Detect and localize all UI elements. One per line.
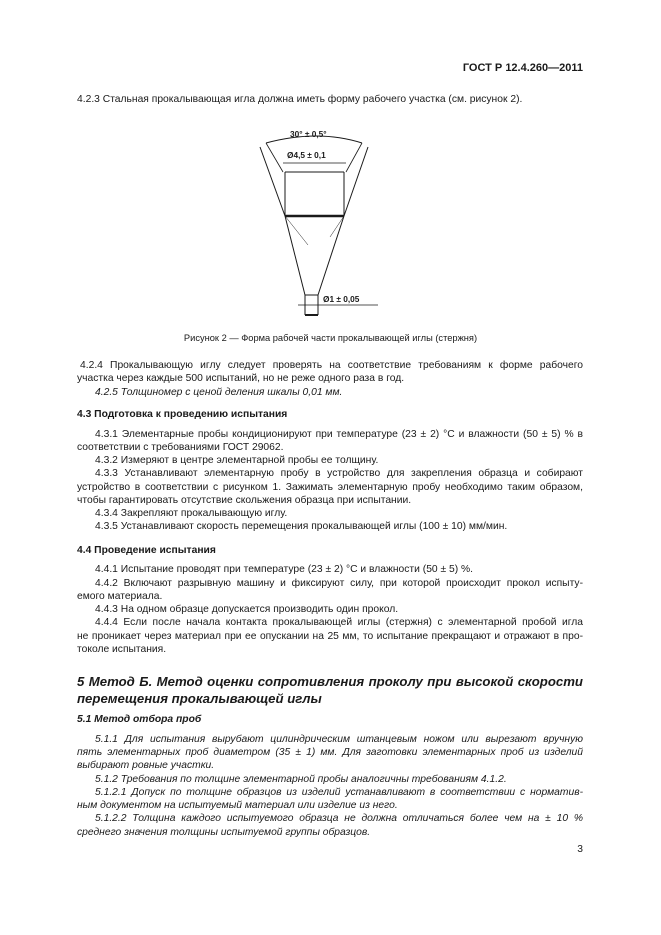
heading-5-line1: 5 Метод Б. Метод оценки сопротивления проколу при высокой скорости bbox=[77, 674, 583, 689]
paragraph-4-3-3-line2: устройство в соответствии с рисунком 1. Зажимать элементарную пробу необходимо таким образом, bbox=[77, 482, 583, 493]
paragraph-4-4-2-line1: 4.4.2 Включают разрывную машину и фиксируют силу, при которой происходит прокол испыту- bbox=[95, 578, 583, 589]
paragraph-4-2-5: 4.2.5 Толщиномер с ценой деления шкалы 0,01 мм. bbox=[95, 387, 343, 398]
paragraph-4-3-3-line3: чтобы гарантировать отсутствие скольжения образца при испытании. bbox=[77, 495, 412, 506]
paragraph-4-3-4: 4.3.4 Закрепляют прокалывающую иглу. bbox=[95, 508, 288, 519]
figure-caption: Рисунок 2 — Форма рабочей части прокалывающей иглы (стержня) bbox=[183, 333, 478, 343]
paragraph-5-1-2: 5.1.2 Требования по толщине элементарной пробы аналогичны требованиям 4.1.2. bbox=[95, 774, 507, 785]
paragraph-4-3-5: 4.3.5 Устанавливают скорость перемещения прокалывающей иглы (100 ± 10) мм/мин. bbox=[95, 521, 508, 532]
paragraph-5-1-1-line1: 5.1.1 Для испытания вырубают цилиндрическим штанцевым ножом или вырезают вручную bbox=[95, 734, 583, 745]
paragraph-4-3-1-line2: соответствии с требованиями ГОСТ 29062. bbox=[77, 442, 284, 453]
paragraph-4-4-3: 4.4.3 На одном образце допускается производить один прокол. bbox=[95, 604, 399, 615]
paragraph-5-1-2-2-line1: 5.1.2.2 Толщина каждого испытуемого образца не должна отличаться более чем на ± 10 % bbox=[95, 813, 583, 824]
inner-taper-right bbox=[330, 216, 344, 237]
angle-dimension: 30° ± 0,5° bbox=[290, 129, 327, 139]
paragraph-4-2-3: 4.2.3 Стальная прокалывающая игла должна иметь форму рабочего участка (см. рисунок 2). bbox=[77, 94, 523, 105]
paragraph-4-2-4-line2: участка через каждые 500 испытаний, но не реже одного раза в год. bbox=[77, 373, 405, 384]
page-number: 3 bbox=[577, 844, 583, 855]
angle-extension-right bbox=[346, 143, 362, 172]
needle-figure bbox=[238, 127, 398, 323]
cone-outer-left-upper bbox=[260, 147, 285, 216]
angle-extension-left bbox=[266, 143, 283, 172]
cone-outer-right-upper bbox=[344, 147, 368, 216]
paragraph-5-1-1-line2: пять элементарных проб диаметром (35 ± 1) мм. Для заготовки элементарных проб из изделий bbox=[77, 747, 583, 758]
paragraph-4-3-3-line1: 4.3.3 Устанавливают элементарную пробу в устройство для закрепления образца и собирают bbox=[95, 468, 583, 479]
paragraph-4-4-1: 4.4.1 Испытание проводят при температуре (23 ± 2) °C и влажности (50 ± 5) %. bbox=[95, 564, 474, 575]
top-diameter-dimension: Ø4,5 ± 0,1 bbox=[287, 150, 326, 160]
heading-4-4: 4.4 Проведение испытания bbox=[77, 545, 216, 556]
heading-5-line2: перемещения прокалывающей иглы bbox=[77, 691, 322, 706]
paragraph-5-1-1-line3: выбирают ровные участки. bbox=[77, 760, 215, 771]
heading-5-1: 5.1 Метод отбора проб bbox=[77, 714, 202, 725]
paragraph-5-1-2-1-line2: ным документом на испытуемый материал или изделие из него. bbox=[77, 800, 398, 811]
paragraph-4-4-4-line3: токоле испытания. bbox=[77, 644, 167, 655]
paragraph-4-4-2-line2: емого материала. bbox=[77, 591, 163, 602]
cone-right-lower bbox=[318, 216, 344, 295]
tip-diameter-dimension: Ø1 ± 0,05 bbox=[323, 294, 360, 304]
paragraph-4-3-1-line1: 4.3.1 Элементарные пробы кондиционируют при температуре (23 ± 2) °C и влажности (50 ± 5) % в bbox=[95, 429, 583, 440]
heading-4-3: 4.3 Подготовка к проведению испытания bbox=[77, 409, 288, 420]
paragraph-5-1-2-2-line2: среднего значения толщины испытуемой группы образцов. bbox=[77, 827, 371, 838]
paragraph-4-2-4-line1: 4.2.4 Прокалывающую иглу следует проверять на соответствие требованиям к форме рабочего bbox=[80, 360, 583, 371]
document-header: ГОСТ Р 12.4.260—2011 bbox=[462, 62, 583, 74]
paragraph-4-3-2: 4.3.2 Измеряют в центре элементарной пробы ее толщину. bbox=[95, 455, 379, 466]
paragraph-5-1-2-1-line1: 5.1.2.1 Допуск по толщине образцов из изделий устанавливают в соответствии с норматив- bbox=[95, 787, 583, 798]
paragraph-4-4-4-line2: не проникает через материал при ее опускании на 25 мм, то испытание прекращают и отражают в про- bbox=[77, 631, 583, 642]
cone-left-lower bbox=[285, 216, 305, 295]
paragraph-4-4-4-line1: 4.4.4 Если после начала контакта прокалывающей иглы (стержня) с элементарной пробой игла bbox=[95, 617, 583, 628]
